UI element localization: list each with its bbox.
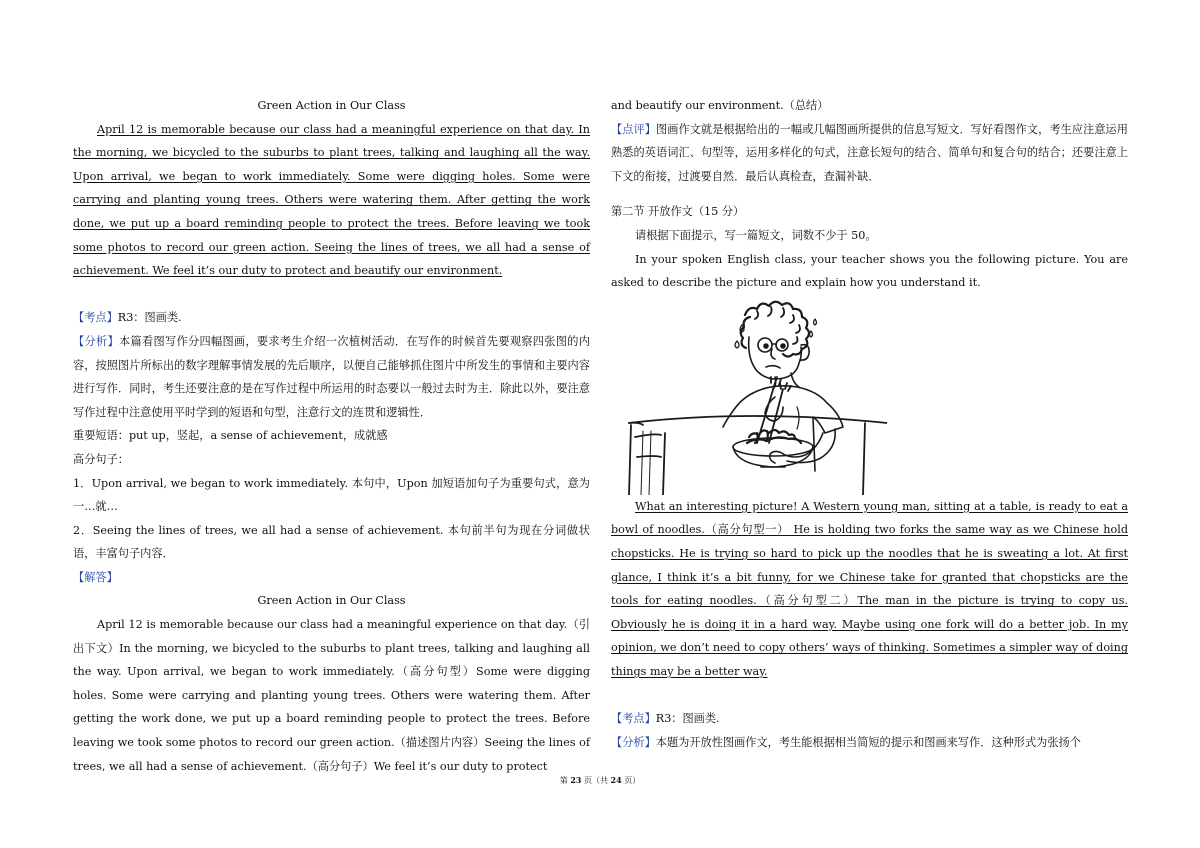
- sample-essay-part-2: He is holding two forks the same way as we Chinese hold chopsticks. He is trying so hard to pick up the noodles that he is sweating a lot. At first glance, I think it’s a bit funny, for we Chinese take for granted that chopsticks are the tools for eating noodles.: [611, 523, 1128, 608]
- fenxi-tag: 【分析】: [73, 334, 119, 348]
- note-sentence-type-2: （高分句型二）: [756, 594, 858, 608]
- writing-prompt: In your spoken English class, your teacher shows you the following picture. You are asked to describe the picture and explain how you understand it.: [611, 252, 1128, 290]
- section-heading: 第二节 开放作文（15 分）: [611, 205, 745, 219]
- essay-title: Green Action in Our Class: [257, 99, 406, 112]
- kaodian-block: [73, 306, 590, 330]
- kaodian-block-2: [611, 707, 1128, 731]
- noodles: [747, 430, 801, 443]
- kaodian-tag-2: 【考点】: [611, 712, 656, 726]
- key-phrases: 重要短语：put up，竖起，a sense of achievement，成就感: [73, 429, 388, 443]
- high-score-sentence-2: 2．Seeing the lines of trees, we all had a sense of achievement. 本句前半句为现在分词做状语，丰富句子内容．: [73, 523, 590, 561]
- page-total: 24: [610, 775, 622, 785]
- answer-continued: and beautify our environment.（总结）: [611, 99, 829, 112]
- kaodian-text-2: R3：图画类.: [655, 712, 720, 726]
- fenxi-tag-2: 【分析】: [611, 735, 656, 749]
- sample-essay: [611, 495, 1128, 684]
- high-score-sentence-1: 1．Upon arrival, we began to work immediately. 本句中，Upon 加短语加句子为重要句式，意为一…就…: [73, 476, 590, 514]
- sample-essay-part-3: The man in the picture is trying to copy us. Obviously he is doing it in a hard way. Maybe using one fork will do a better job. In my opinion, we don’t need to copy others’ ways of thinking. Sometimes a simpler way of doing things may be a better way.: [611, 594, 1129, 678]
- note-sentence-type-1: （高分句型一）: [704, 523, 790, 537]
- sample-essay-part-1: What an interesting picture! A Western young man, sitting at a table, is ready to eat a bowl of noodles.: [611, 499, 1128, 537]
- footer-post: 页）: [621, 776, 641, 785]
- answer-title: Green Action in Our Class: [257, 594, 406, 608]
- kaodian-text: R3：图画类.: [117, 311, 182, 325]
- page-footer: [0, 775, 1200, 786]
- model-essay: April 12 is memorable because our class had a meaningful experience on that day. In the morning, we bicycled to the suburbs to plant trees, talking and laughing all the way. Upon arrival, we began to work immediately. Some were digging holes. Some were carrying and planting young trees. Others were watering them. After getting the work done, we put up a board reminding people to protect the trees. Before leaving we took some photos to record our green action. Seeing the lines of trees, we all had a sense of achievement. We feel it’s our duty to protect and beautify our environment.: [73, 122, 590, 278]
- picture-illustration: [625, 297, 887, 495]
- dianping-tag: 【点评】: [611, 122, 656, 136]
- dianping-text: 图画作文就是根据给出的一幅或几幅图画所提供的信息写短文．写好看图作文，考生应注意运用熟悉的英语词汇、句型等，运用多样化的句式，注意长短句的结合、简单句和复合句的结合；还要注意上下文的衔接，过渡要自然．最后认真检查，查漏补缺．: [611, 122, 1128, 183]
- spacer: [611, 684, 1128, 708]
- instruction: 请根据下面提示，写一篇短文，词数不少于 50。: [635, 228, 877, 242]
- answer-essay: April 12 is memorable because our class had a meaningful experience on that day.（引出下文）In the morning, we bicycled to the suburbs to plant trees, talking and laughing all the way. Upon arrival, we began to work immediately.（高分句型）Some were digging holes. Some were carrying and planting young trees. Others were watering them. After getting the work done, we put up a board reminding people to protect the trees. Before leaving we took some photos to record our green action.（描述图片内容）Seeing the lines of trees, we all had a sense of achievement.（高分句子）We feel it’s our duty to protect: [73, 618, 590, 773]
- fenxi-block: [73, 330, 590, 424]
- bowl: [733, 438, 813, 456]
- spacer: [611, 188, 1128, 200]
- kaodian-tag: 【考点】: [73, 311, 118, 325]
- fenxi-text: 本篇看图写作分四幅图画，要求考生介绍一次植树活动．在写作的时候首先要观察四张图的内容，按照图片所标出的数字理解事情发展的先后顺序，以便自己能够抓住图片中所发生的事情和主要内容进行写作．同时，考生还要注意的是在写作过程中所运用的时态要以一般过去时为主．除此以外，要注意写作过程中注意使用平时学到的短语和句型，注意行文的连贯和逻辑性．: [73, 334, 590, 419]
- fenxi-text-2: 本题为开放性图画作文，考生能根据相当简短的提示和图画来写作．这种形式为张扬个: [655, 735, 1081, 749]
- jieda-tag: 【解答】: [73, 570, 118, 584]
- page-number: 23: [570, 775, 582, 785]
- man-eating-noodles-illustration: [625, 297, 887, 495]
- footer-pre: 第: [559, 776, 571, 785]
- left-column: [73, 94, 590, 778]
- fenxi-block-2: [611, 731, 1128, 755]
- dianping-block: [611, 118, 1128, 189]
- right-column: [611, 94, 1128, 754]
- sentences-heading: 高分句子：: [73, 452, 129, 466]
- footer-mid: 页（共: [581, 776, 611, 785]
- spacer: [73, 283, 590, 307]
